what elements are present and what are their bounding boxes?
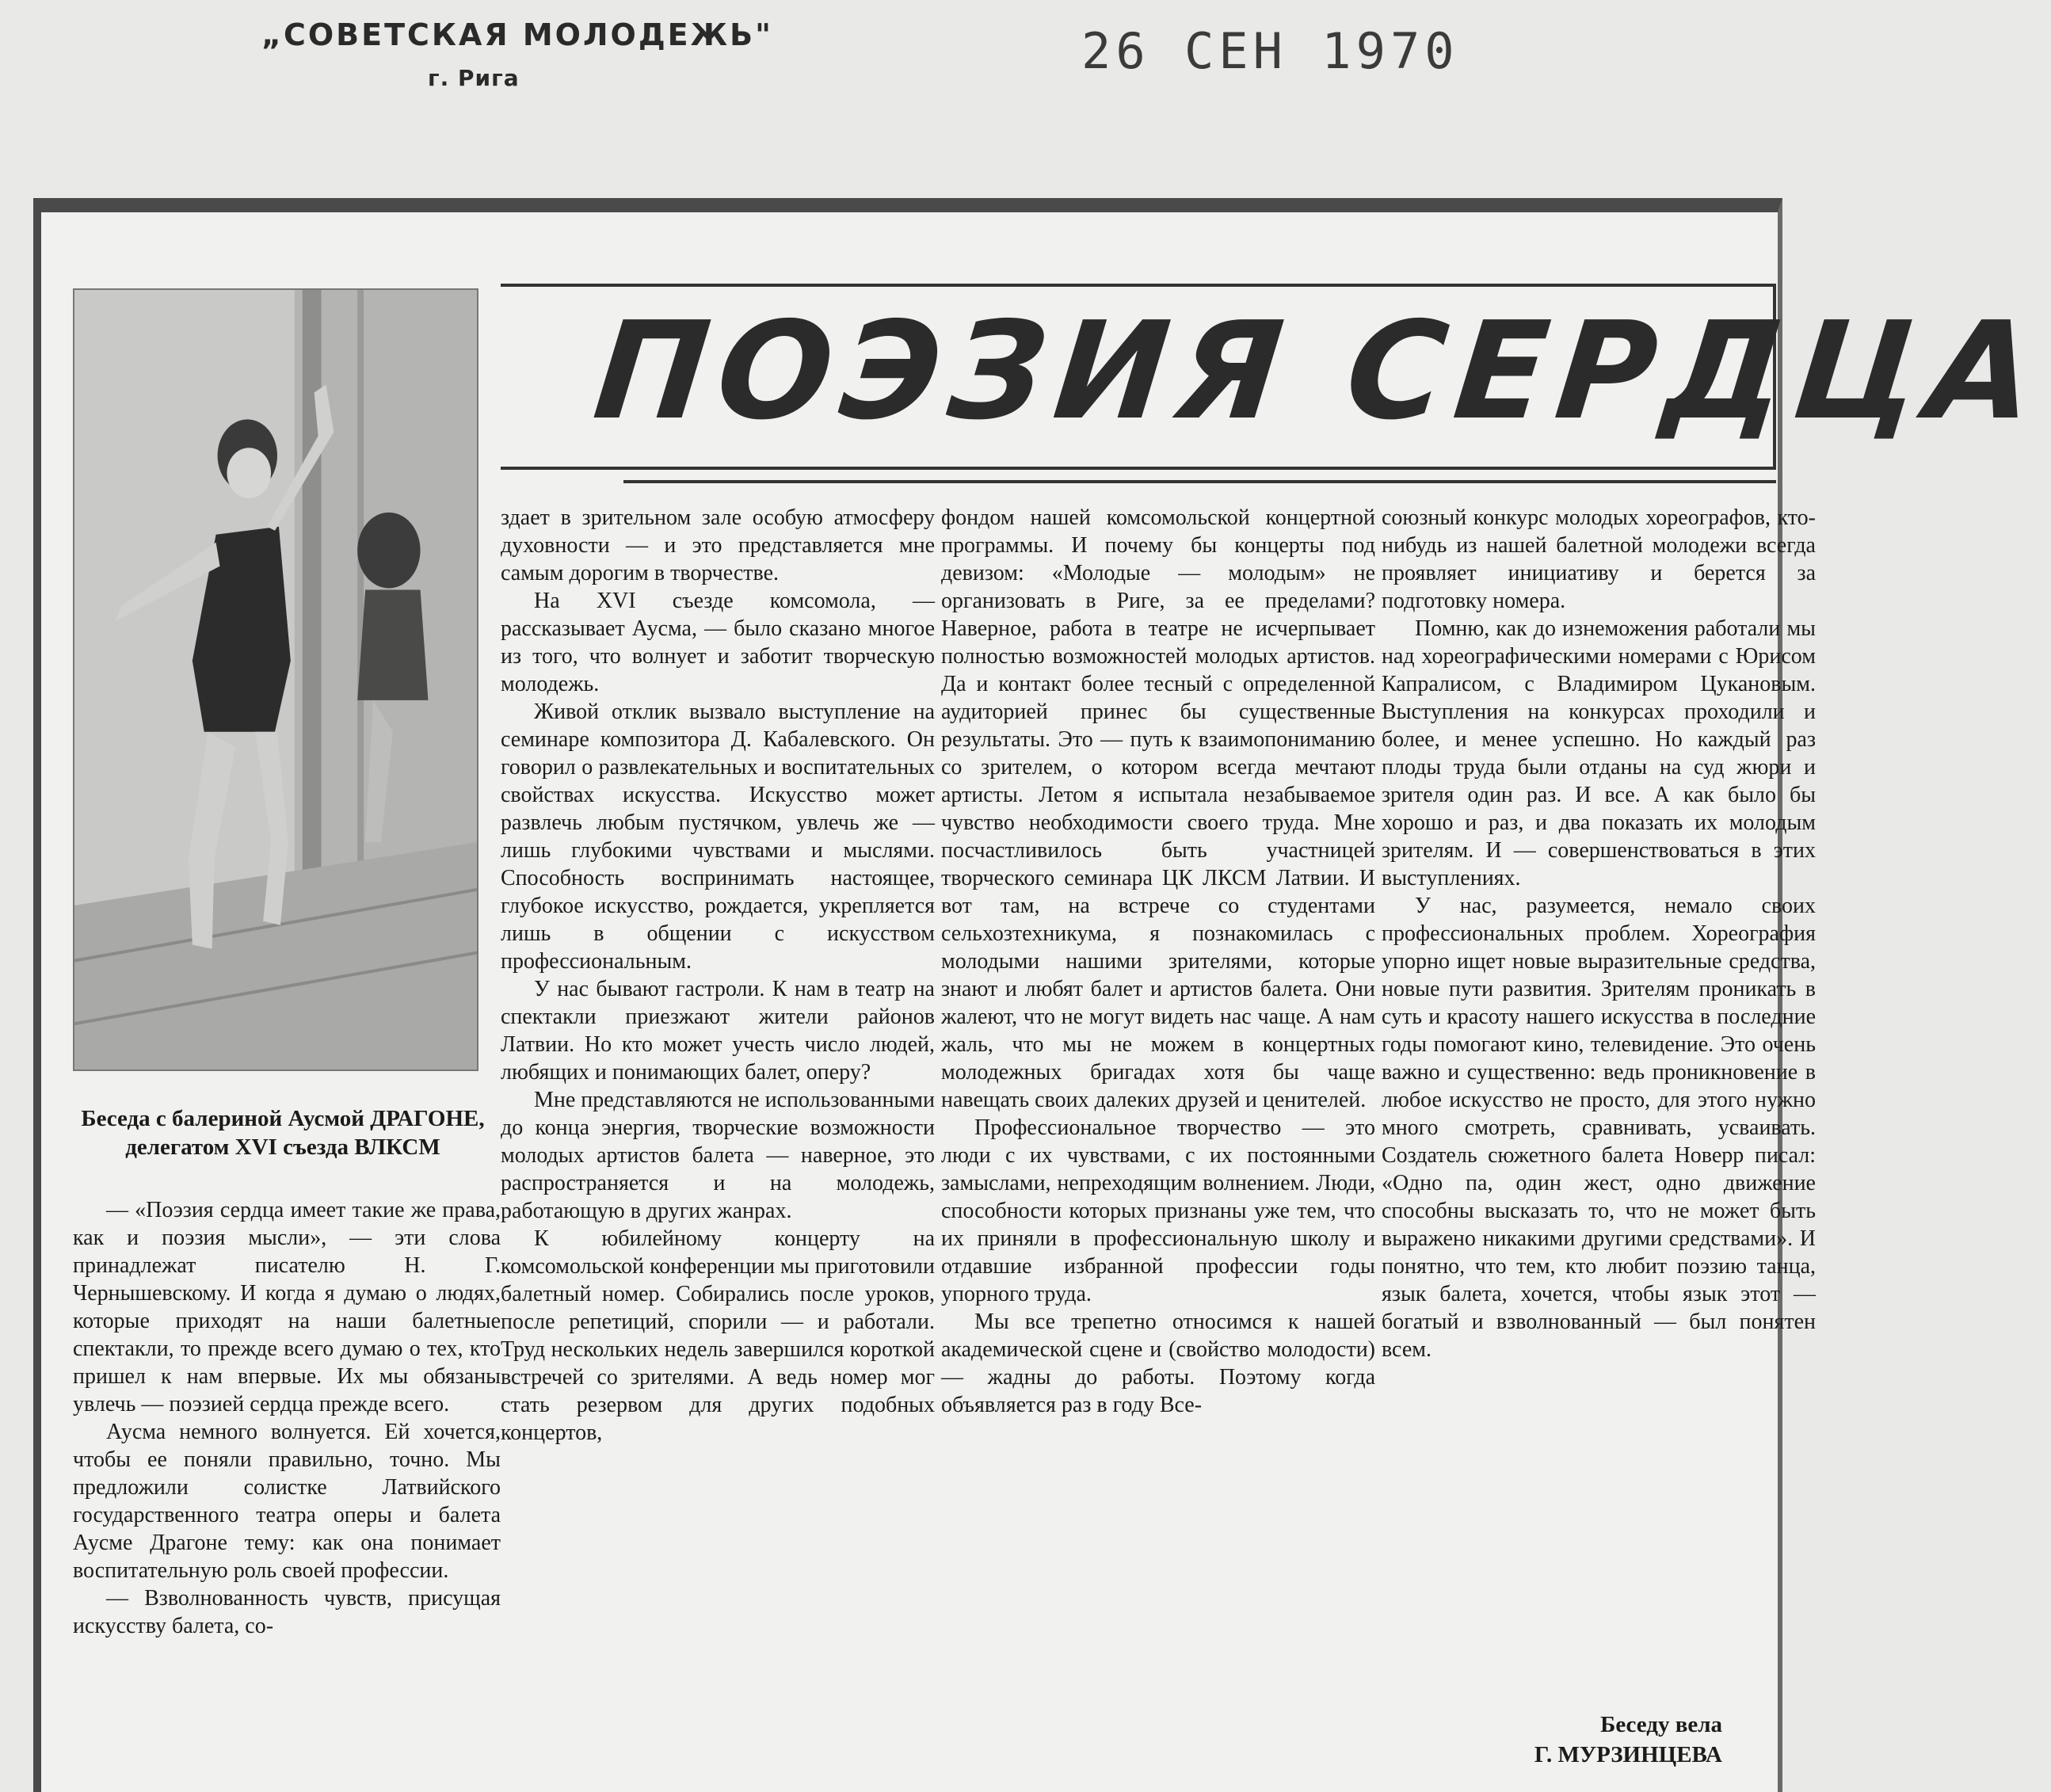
text-column-3	[941, 504, 1375, 1419]
signature-caption: Беседу вела	[1600, 1712, 1722, 1737]
paragraph: Помню, как до изнеможения работали мы над хореографическими номерами с Юрисом Капралисом, с Владимиром Цукановым. Выступления на конкурсах проходили и более, и менее успешно. Но каждый раз плоды труда были отданы на суд жюри и зрителя один раз. И все. А как было бы хорошо и раз, и два показать их молодым зрителям. И — совершенствоваться в этих выступлениях.	[1382, 616, 1816, 890]
newspaper-source: „СОВЕТСКАЯ МОЛОДЕЖЬ"	[261, 17, 773, 52]
paragraph: У нас, разумеется, немало своих профессиональных проблем. Хореография упорно ищет новые выразительные средства, новые пути развития. Зрителям проникать в суть и красоту нашего искусства в последние годы помогают кино, телевидение. Это очень важно и существенно: ведь проникновение в любое искусство не просто, для этого нужно много смотреть, сравнивать, усваивать. Создатель сюжетного балета Новерр писал: «Одно па, один жест, одно движение способны высказать то, что не может быть выражено никакими другими средствами». И понятно, что тем, кто любит поэзию танца, язык балета, хочется, чтобы язык этот — богатый и взволнованный — был понятен всем.	[1382, 894, 1816, 1362]
paragraph: — Взволнованность чувств, присущая искусству балета, со-	[73, 1586, 501, 1638]
paragraph: На XVI съезде комсомола, — рассказывает Аусма, — было сказано многое из того, что волнует и заботит творческую молодежь.	[501, 589, 935, 696]
paragraph: союзный конкурс молодых хореографов, кто-нибудь из нашей балетной молодежи всегда проявляет инициативу и берется за подготовку номера.	[1382, 505, 1816, 613]
paragraph: Профессиональное творчество — это люди с их чувствами, с их постоянными замыслами, непреходящим волнением. Люди, способности которых признаны уже тем, что их приняли в профессиональную школу и отдавшие избранной профессии годы упорного труда.	[941, 1115, 1375, 1306]
paragraph: У нас бывают гастроли. К нам в театр на спектакли приезжают жители районов Латвии. Но кто может учесть число людей, любящих и понимающих балет, оперу?	[501, 977, 935, 1085]
author-signature	[1534, 1710, 1722, 1770]
text-column-2	[501, 504, 935, 1447]
article-clipping	[33, 198, 2051, 1792]
paragraph: — «Поэзия сердца имеет такие же права, как и поэзия мысли», — эти слова принадлежат писателю Н. Г. Чернышевскому. И когда я думаю о людях, которые приходят на наши балетные спектакли, то прежде всего думаю о тех, кто пришел к нам впервые. Их мы обязаны увлечь — поэзией сердца прежде всего.	[73, 1198, 501, 1416]
text-column-4	[1382, 504, 1816, 1363]
paragraph: К юбилейному концерту на комсомольской конференции мы приготовили балетный номер. Собирались после уроков, после репетиций, спорили — и работали. Труд нескольких недель завершился короткой встречей со зрителями. А ведь номер мог стать резервом для других подобных концертов,	[501, 1226, 935, 1445]
paragraph: фондом нашей комсомольской концертной программы. И почему бы концерты под девизом: «Молодые — молодым» не организовать в Риге, за ее пределами? Наверное, работа в театре не исчерпывает полностью возможностей молодых артистов. Да и контакт более тесный с определенной аудиторией принес бы существенные результаты. Это — путь к взаимопониманию со зрителем, о котором всегда мечтают артисты. Летом я испытала незабываемое чувство необходимости своего труда. Мне посчастливилось быть участницей творческого семинара ЦК ЛКСМ Латвии. И вот там, на встрече со студентами сельхозтехникума, я познакомилась с молодыми нашими зрителями, которые знают и любят балет и артистов балета. Они жалеют, что не могут видеть нас чаще. А нам жаль, что мы не можем в концертных молодежных бригадах хотя бы чаще навещать своих далеких друзей и ценителей.	[941, 505, 1375, 1112]
paragraph: Мне представляются не использованными до конца энергия, творческие возможности молодых артистов балета — наверное, это распространяется и на молодежь, работающую в других жанрах.	[501, 1088, 936, 1223]
text-column-1	[73, 1196, 501, 1640]
ballerina-photo	[73, 288, 478, 1071]
author-name: Г. МУРЗИНЦЕВА	[1534, 1742, 1722, 1767]
article-lead: Беседа с балериной Аусмой ДРАГОНЕ, делегатом XVI съезда ВЛКСМ	[81, 1106, 485, 1160]
paragraph: Мы все трепетно относимся к нашей академической сцене и (свойство молодости) — жадны до работы. Поэтому когда объявляется раз в году Все-	[941, 1310, 1375, 1417]
article-title: ПОЭЗИЯ СЕРДЦА	[587, 293, 2051, 450]
date-stamp: 26 СЕН 1970	[1081, 22, 1459, 80]
ballerina-photo-image	[74, 290, 477, 1069]
headline-divider	[623, 480, 1776, 483]
headline-frame	[501, 284, 2051, 470]
paragraph: здает в зрительном зале особую атмосферу духовности — и это представляется мне самым дорогим в творчестве.	[501, 505, 935, 585]
paragraph: Живой отклик вызвало выступление на семинаре композитора Д. Кабалевского. Он говорил о развлекательных и воспитательных свойствах искусства. Искусство может развлечь любым пустячком, увлечь же — лишь глубокими чувствами и мыслями. Способность воспринимать настоящее, глубокое искусство, рождается, укрепляется лишь в общении с искусством профессиональным.	[501, 700, 935, 974]
newspaper-city: г. Рига	[428, 65, 520, 91]
paragraph: Аусма немного волнуется. Ей хочется, чтобы ее поняли правильно, точно. Мы предложили солистке Латвийского государственного театра оперы и балета Аусме Драгоне тему: как она понимает воспитательную роль своей профессии.	[73, 1420, 501, 1583]
